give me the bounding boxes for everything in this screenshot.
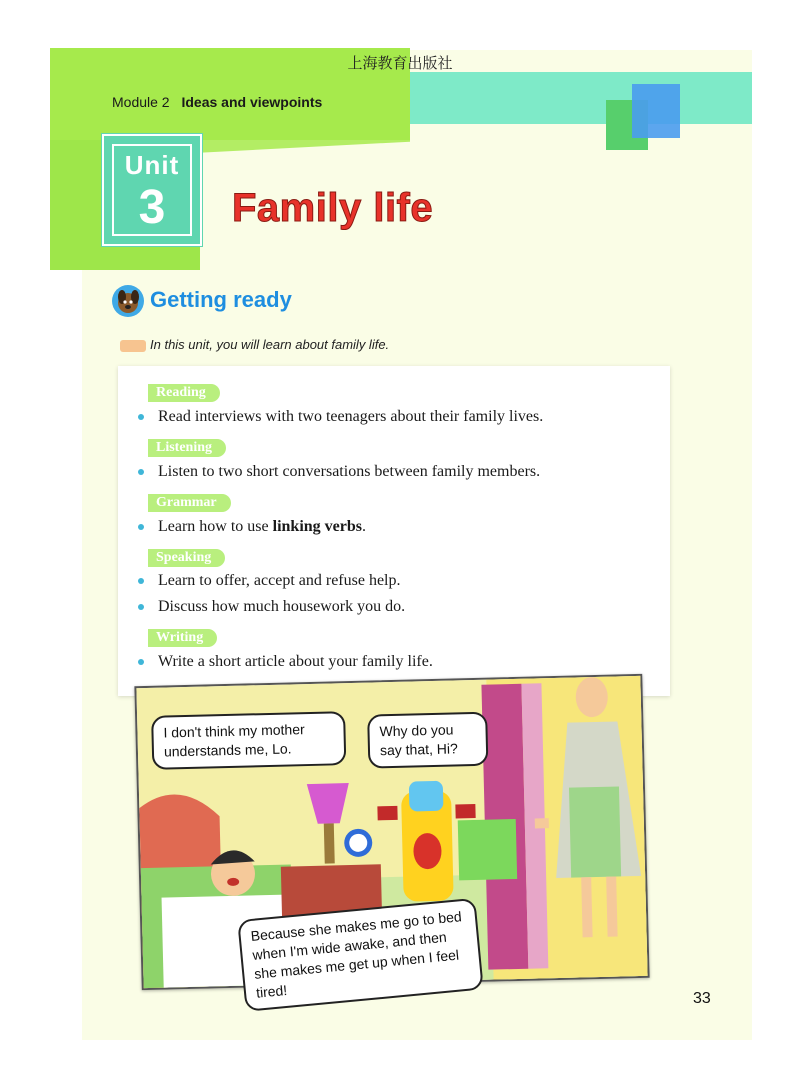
bullet-icon: [138, 469, 144, 475]
bullet-icon: [138, 524, 144, 530]
publisher-name: 上海教育出版社: [347, 54, 453, 72]
speech-bubble: Why do you say that, Hi?: [367, 712, 488, 769]
objective-item: [158, 598, 405, 616]
section-label-reading: Reading: [148, 384, 220, 402]
objective-item: [158, 518, 366, 536]
decor-green-slant: [170, 82, 410, 155]
unit-label: Unit: [124, 150, 180, 180]
unit-badge-frame: [112, 144, 192, 236]
unit-number: 3: [138, 181, 166, 234]
section-label-speaking: Speaking: [148, 549, 225, 567]
unit-title: Family life: [232, 186, 434, 230]
intro-marker: [120, 340, 146, 352]
bullet-icon: [138, 604, 144, 610]
objective-text: Write a short article about your family life.: [158, 653, 433, 670]
comic-strip: [134, 674, 649, 1001]
objective-text: Learn to offer, accept and refuse help.: [158, 572, 401, 589]
bullet-icon: [138, 414, 144, 420]
page-number: 33: [693, 990, 711, 1007]
objective-text: Discuss how much housework you do.: [158, 598, 406, 615]
objective-suffix: .: [362, 518, 366, 535]
objective-text: Listen to two short conversations between family members.: [158, 463, 541, 480]
unit-intro-text: In this unit, you will learn about family life.: [150, 337, 390, 352]
objective-item: [158, 653, 433, 671]
bullet-icon: [138, 659, 144, 665]
decor-blue-square: [632, 84, 680, 138]
getting-ready-heading: Getting ready: [150, 287, 292, 312]
section-label-listening: Listening: [148, 439, 226, 457]
module-title: Ideas and viewpoints: [181, 94, 323, 110]
decor-teal-band: [410, 72, 752, 124]
module-header: [112, 94, 322, 110]
module-label: Module 2: [112, 94, 170, 110]
dog-mascot-icon: [112, 285, 144, 317]
objective-item: [158, 408, 543, 426]
objective-bold-term: linking verbs: [272, 518, 362, 535]
objective-item: [158, 572, 401, 590]
speech-bubble: Because she makes me go to bed when I'm wide awake, and then she makes me get up when I feel tired!: [237, 898, 484, 1012]
dog-mascot-graphic: [112, 285, 144, 317]
bullet-icon: [138, 578, 144, 584]
speech-bubble: I don't think my mother understands me, Lo.: [151, 711, 346, 770]
section-label-writing: Writing: [148, 629, 217, 647]
objective-text: Read interviews with two teenagers about their family lives.: [158, 408, 544, 425]
objective-text: Learn how to use: [158, 518, 273, 535]
objective-item: [158, 463, 540, 481]
unit-badge: [102, 134, 202, 246]
section-label-grammar: Grammar: [148, 494, 231, 512]
